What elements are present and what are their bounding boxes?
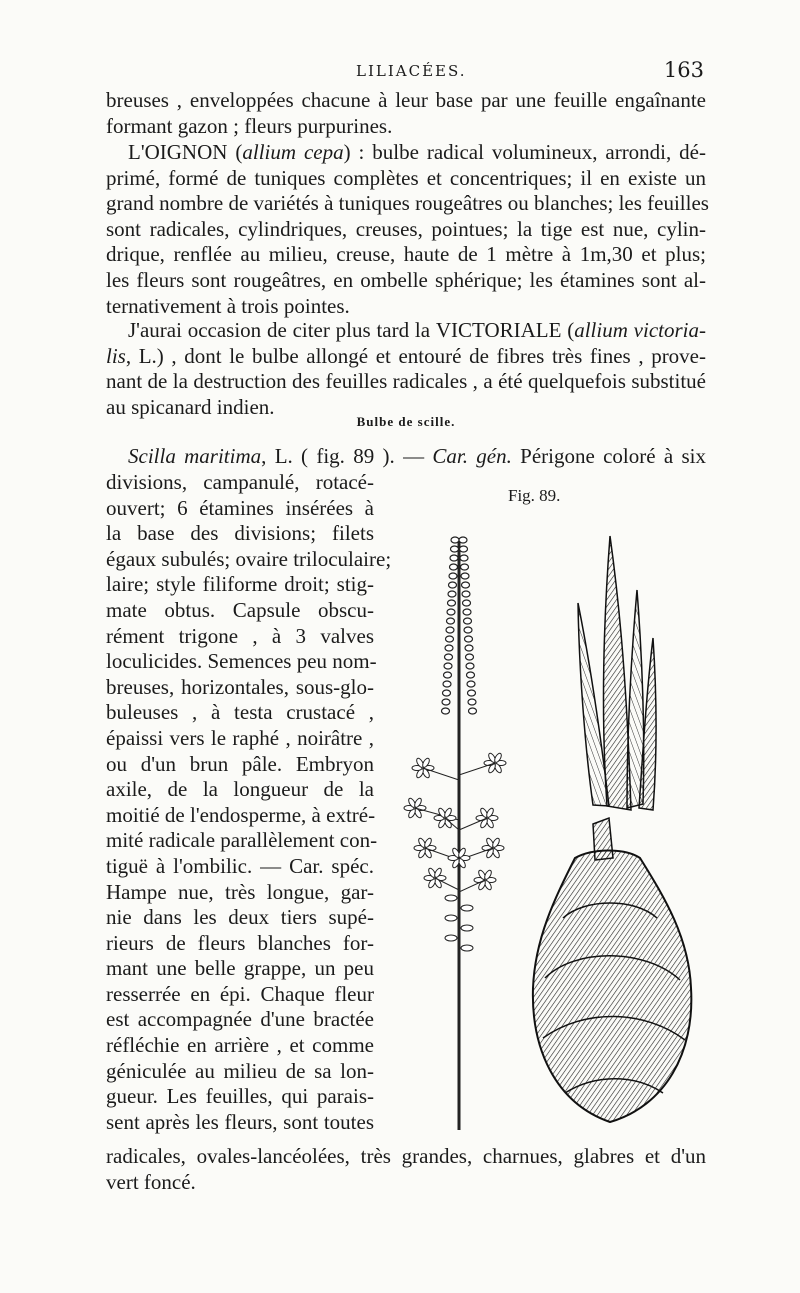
text-line: [106, 344, 706, 370]
paragraph-victoriale: [106, 318, 706, 420]
flower-bud: [445, 654, 453, 660]
flower-bud: [461, 905, 473, 911]
flower-stalk: [404, 537, 506, 1130]
text-segment: ) : bulbe radical volumineux, arrondi, dé-: [343, 140, 707, 164]
running-title: LILIACÉES.: [356, 62, 467, 80]
flower-bud: [451, 537, 459, 543]
flower-bud: [463, 600, 471, 606]
text-segment: Périgone coloré à six: [511, 444, 706, 468]
text-segment: , L.) , dont le bulbe allongé et entouré de fibres très fines , prove-: [125, 343, 706, 368]
flower-bud: [445, 645, 453, 651]
text-line: tiguë à l'ombilic. — Car. spéc.: [106, 853, 374, 878]
paragraph-continuation: [106, 88, 706, 139]
text-line: drique, renflée au milieu, creuse, haute de 1 mètre à 1m,30 et plus;: [106, 242, 706, 267]
text-line: Hampe nue, très longue, gar-: [106, 879, 374, 904]
text-line: grand nombre de variétés à tuniques rougeâtres ou blanches; les feuilles: [106, 191, 709, 216]
text-line: divisions, campanulé, rotacé-: [106, 470, 374, 494]
flower-bud: [442, 708, 450, 714]
text-line: L'OIGNON (allium cepa) : bulbe radical volumineux, arrondi, dé-: [128, 140, 707, 164]
flower-bud: [466, 663, 474, 669]
text-line: loculicides. Semences peu nom-: [106, 649, 377, 674]
latin-name: allium victoria-: [574, 318, 706, 342]
text-line: [106, 444, 706, 470]
text-line: gueur. Les feuilles, qui parais-: [106, 1084, 374, 1109]
flower-bud: [460, 555, 468, 561]
paragraph-scilla-first-line: [106, 444, 706, 470]
flower-bud: [461, 945, 473, 951]
abbreviation: Car. gén.: [432, 444, 512, 468]
text-line: rieurs de fleurs blanches for-: [106, 930, 374, 955]
flower-bud: [445, 935, 457, 941]
text-line: laire; style filiforme droit; stig-: [106, 572, 374, 597]
flower-bud: [467, 672, 475, 678]
flower-bud: [462, 582, 470, 588]
text-line: au spicanard indien.: [106, 394, 275, 419]
text-line: sent après les fleurs, sont toutes: [106, 1109, 374, 1134]
latin-name: Scilla maritima: [128, 444, 262, 468]
section-heading: Bulbe de scille.: [356, 414, 456, 429]
text-segment: J'aurai occasion de citer plus tard la: [128, 318, 436, 342]
flower-bud: [448, 600, 456, 606]
text-line: réfléchie en arrière , et comme: [106, 1033, 374, 1058]
flower-bud: [447, 609, 455, 615]
text-line: mate obtus. Capsule obscu-: [106, 597, 374, 622]
text-line: resserrée en épi. Chaque fleur: [106, 981, 374, 1006]
flower-bud: [461, 564, 469, 570]
text-line: primé, formé de tuniques complètes et concentriques; il en existe un: [106, 165, 706, 190]
text-line: ouvert; 6 étamines insérées à: [106, 495, 374, 520]
text-line: breuses, horizontales, sous-glo-: [106, 674, 374, 699]
flower-bud: [466, 654, 474, 660]
text-line: égaux subulés; ovaire triloculaire;: [106, 546, 392, 571]
flower-bud: [445, 915, 457, 921]
bulb-illustration: [533, 818, 691, 1122]
leaves-illustration: [578, 536, 656, 810]
text-line: mant une belle grappe, un peu: [106, 956, 374, 981]
paragraph-scilla-column: [106, 470, 392, 1135]
text-line: moitié de l'endosperme, à extré-: [106, 802, 376, 827]
text-line: axile, de la longueur de la: [106, 777, 374, 802]
text-line: nie dans les deux tiers supé-: [106, 905, 374, 930]
flower-bud: [463, 609, 471, 615]
text-line: géniculée au milieu de sa lon-: [106, 1058, 374, 1083]
flower-bud: [448, 591, 456, 597]
text-line: la base des divisions; filets: [106, 521, 374, 546]
flower-bud: [468, 690, 476, 696]
text-line: mité radicale parallèlement con-: [106, 828, 378, 853]
flower-bud: [462, 591, 470, 597]
flower-bud: [443, 690, 451, 696]
flower-bud: [461, 925, 473, 931]
text-line: nant de la destruction des feuilles radicales , a été quelquefois substitué: [106, 369, 706, 394]
text-line: formant gazon ; fleurs purpurines.: [106, 113, 393, 138]
flower-bud: [461, 573, 469, 579]
figure-label: Fig. 89.: [508, 486, 561, 505]
star-flower: [424, 867, 459, 890]
flower-bud: [467, 681, 475, 687]
star-flower: [459, 752, 506, 775]
flower-bud: [444, 672, 452, 678]
text-line: vert foncé.: [106, 1169, 196, 1194]
flower-bud: [445, 895, 457, 901]
text-line: épaissi vers le raphé , noirâtre ,: [106, 725, 374, 750]
flower-bud: [442, 699, 450, 705]
flower-bud: [447, 618, 455, 624]
star-flower: [412, 757, 459, 780]
text-line: les fleurs sont rougeâtres, en ombelle sphérique; les étamines sont al-: [106, 267, 706, 292]
flower-bud: [444, 663, 452, 669]
text-line: buleuses , à testa crustacé ,: [106, 700, 374, 725]
flower-bud: [465, 636, 473, 642]
flower-bud: [450, 555, 458, 561]
flower-bud: [446, 627, 454, 633]
text-segment: , L. ( fig. 89 ). —: [261, 444, 433, 468]
flower-bud: [468, 699, 476, 705]
flower-bud: [449, 582, 457, 588]
flower-bud: [464, 618, 472, 624]
text-line: ou d'un brun pâle. Embryon: [106, 751, 374, 776]
page-number: 163: [663, 58, 704, 82]
flower-bud: [450, 564, 458, 570]
text-line: radicales, ovales-lancéolées, très grandes, charnues, glabres et d'un: [106, 1144, 706, 1168]
star-flower: [459, 869, 496, 892]
latin-name: lis: [106, 343, 126, 368]
flower-bud: [443, 681, 451, 687]
text-line: J'aurai occasion de citer plus tard la VICTORIALE (allium victoria-: [128, 318, 706, 342]
flower-bud: [446, 636, 454, 642]
page-header: [106, 58, 704, 88]
flower-bud: [459, 537, 467, 543]
flower-bud: [449, 573, 457, 579]
text-line: rément trigone , à 3 valves: [106, 623, 374, 648]
text-line: ternativement à trois pointes.: [106, 293, 350, 318]
flower-bud: [465, 645, 473, 651]
flower-bud: [460, 546, 468, 552]
paragraph-oignon: [106, 140, 709, 319]
star-flower: [434, 807, 459, 830]
text-line: breuses , enveloppées chacune à leur base par une feuille engaînante: [106, 88, 706, 112]
flower-bud: [451, 546, 459, 552]
text-line: est accompagnée d'une bractée: [106, 1007, 374, 1032]
latin-name: allium cepa: [242, 140, 344, 164]
flower-bud: [469, 708, 477, 714]
text-line: sont radicales, cylindriques, creuses, pointues; la tige est nue, cylin-: [106, 216, 706, 241]
star-flower: [459, 807, 498, 830]
flower-bud: [464, 627, 472, 633]
species-name: L'OIGNON: [128, 140, 228, 164]
species-name: VICTORIALE: [435, 318, 562, 342]
squill-engraving: [395, 518, 725, 1158]
